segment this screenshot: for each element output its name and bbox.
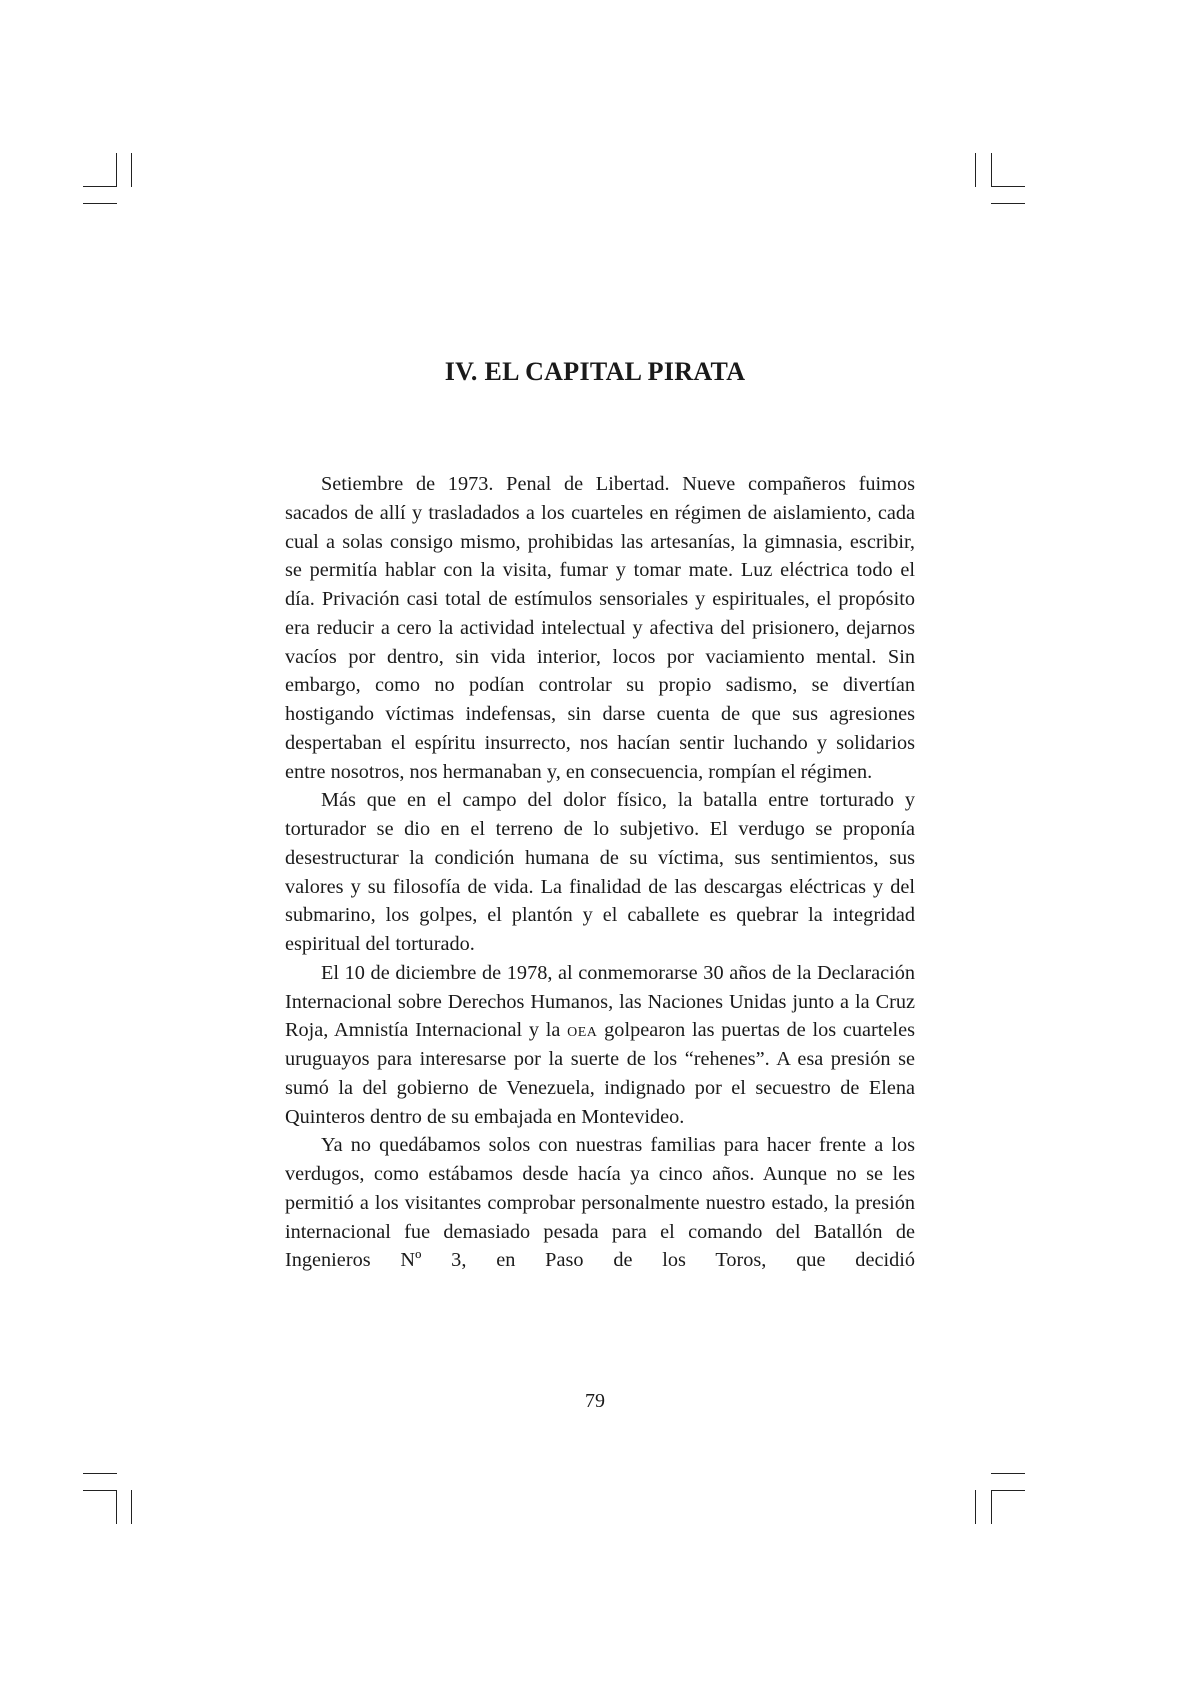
crop-mark — [83, 186, 117, 187]
crop-mark — [991, 153, 992, 187]
paragraph — [285, 959, 915, 1132]
crop-mark — [116, 1490, 117, 1524]
paragraph-text: golpearon las puertas de los cuarteles uruguayos para interesarse por la suerte de los “rehenes”. A esa presión se sumó la del gobierno de Venezuela, indignado por el secuestro de Elena Quinteros dentro de su embajada en Montevideo. — [285, 1019, 915, 1128]
crop-mark — [131, 1490, 132, 1524]
paragraph: Ya no quedábamos solos con nuestras familias para hacer frente a los verdugos, como estábamos desde hacía ya cinco años. Aunque no se les permitió a los visitantes comprobar personalmente nuestro estado, la presión internacional fue demasiado pesada para el comando del Batallón de Ingenieros Nº 3, en Paso de los Toros, que decidió — [285, 1134, 915, 1272]
organization-acronym: oea — [567, 1019, 598, 1042]
chapter-title: IV. EL CAPITAL PIRATA — [444, 357, 746, 386]
crop-mark — [975, 153, 976, 187]
crop-mark — [975, 1490, 976, 1524]
body-text — [285, 470, 915, 1275]
crop-mark — [991, 1473, 1025, 1474]
crop-mark — [131, 153, 132, 187]
paragraph-text: El 10 de diciembre de 1978, al conmemorarse 30 años de la Declaración Internacional sobre Derechos Humanos, las Naciones Unidas junto a la Cruz Roja, Amnistía Internacional y la — [285, 961, 915, 1042]
crop-mark — [83, 1473, 117, 1474]
crop-mark — [991, 186, 1025, 187]
page-number: 79 — [585, 1390, 605, 1412]
paragraph: Setiembre de 1973. Penal de Libertad. Nueve compañeros fuimos sacados de allí y trasladados a los cuarteles en régimen de aislamiento, cada cual a solas consigo mismo, prohibidas las artesanías, la gimnasia, escribir, se permitía hablar con la visita, fumar y tomar mate. Luz eléctrica todo el día. Privación casi total de estímulos sensoriales y espirituales, el propósito era reducir a cero la actividad intelectual y afectiva del prisionero, dejarnos vacíos por dentro, sin vida interior, locos por vaciamiento mental. Sin embargo, como no podían controlar su propio sadismo, se divertían hostigando víctimas indefensas, sin darse cuenta de que sus agresiones despertaban el espíritu insurrecto, nos hacían sentir luchando y solidarios entre nosotros, nos hermanaban y, en consecuencia, rompían el régimen. — [285, 473, 915, 783]
crop-mark — [991, 1490, 992, 1524]
crop-mark — [991, 1490, 1025, 1491]
crop-mark — [991, 203, 1025, 204]
paragraph: Más que en el campo del dolor físico, la batalla entre torturado y torturador se dio en el terreno de lo subjetivo. El verdugo se proponía desestructurar la condición humana de su víctima, sus sentimientos, sus valores y su filosofía de vida. La finalidad de las descargas eléctricas y del submarino, los golpes, el plantón y el caballete es quebrar la integridad espiritual del torturado. — [285, 789, 915, 955]
crop-mark — [116, 153, 117, 187]
crop-mark — [83, 203, 117, 204]
crop-mark — [83, 1490, 117, 1491]
